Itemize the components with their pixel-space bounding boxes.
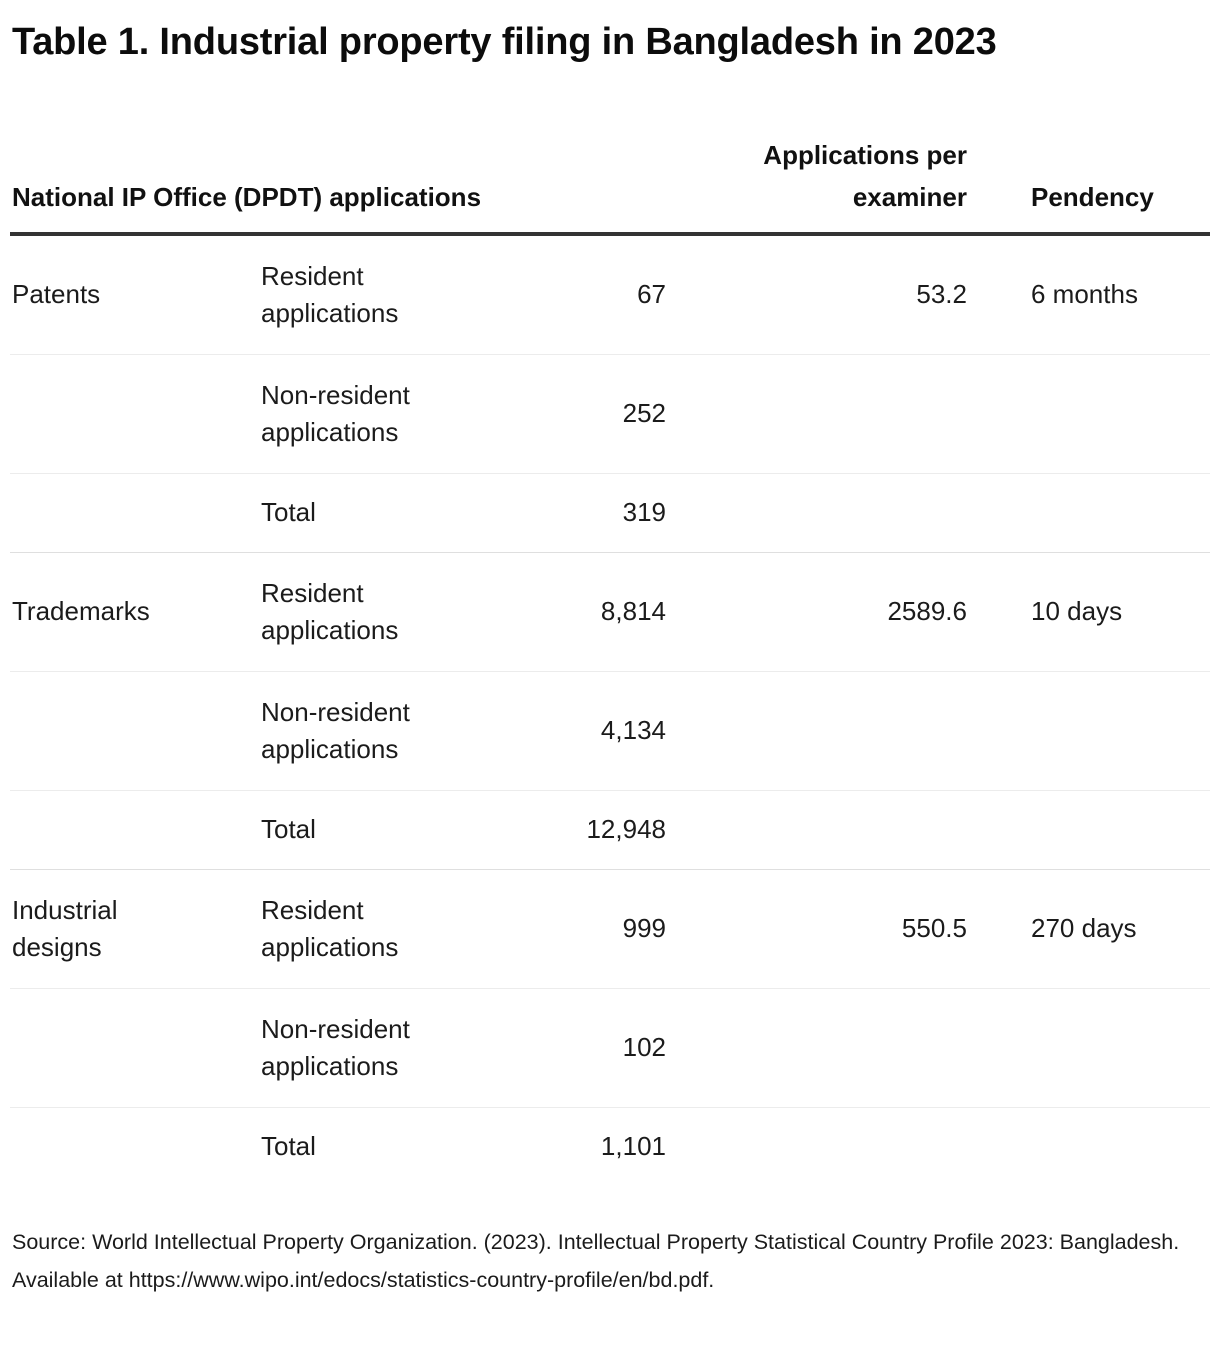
table-title: Table 1. Industrial property filing in Bangladesh in 2023 [12, 21, 997, 63]
table-row-designs-nonresident [10, 989, 1210, 1108]
per-examiner-cell: 550.5 [901, 913, 967, 944]
label-cell: Non-resident applications [261, 1013, 410, 1082]
table-row-designs-resident [10, 870, 1210, 989]
label-cell: Non-resident applications [261, 696, 410, 765]
value-cell: 67 [637, 279, 666, 310]
table-row-patents-total [10, 474, 1210, 553]
label-cell: Resident applications [261, 894, 399, 963]
source-citation: Source: World Intellectual Property Organization. (2023). Intellectual Property Statistical Country Profile 2023: Bangladesh. Available at https://www.wipo.int/edocs/statistics-country-profile/en/bd.pdf. [12, 1230, 1180, 1292]
header-pendency: Pendency [1031, 181, 1154, 212]
per-examiner-cell: 2589.6 [887, 596, 967, 627]
table-row-designs-total [10, 1108, 1210, 1186]
category-cell: Patents [12, 279, 101, 310]
table-row-trademarks-nonresident [10, 672, 1210, 791]
header-national-ip-office: National IP Office (DPDT) applications [12, 181, 482, 212]
label-cell: Resident applications [261, 577, 399, 646]
value-cell: 102 [622, 1032, 666, 1063]
category-cell: Industrial designs [12, 894, 118, 963]
per-examiner-cell: 53.2 [916, 279, 967, 310]
category-cell: Trademarks [12, 596, 150, 627]
table-row-patents-resident [10, 236, 1210, 355]
table-row-trademarks-total [10, 791, 1210, 870]
table-row-trademarks-resident [10, 553, 1210, 672]
table-body [10, 236, 1210, 1186]
label-cell: Total [261, 1131, 316, 1162]
label-cell: Resident applications [261, 260, 399, 329]
value-cell: 999 [622, 913, 666, 944]
value-cell: 1,101 [600, 1131, 666, 1162]
value-cell: 319 [622, 497, 666, 528]
value-cell: 12,948 [586, 814, 666, 845]
pendency-cell: 10 days [1031, 596, 1123, 627]
value-cell: 252 [622, 398, 666, 429]
table-header-row [10, 135, 1210, 218]
label-cell: Total [261, 814, 316, 845]
label-cell: Non-resident applications [261, 379, 410, 448]
value-cell: 4,134 [600, 715, 666, 746]
value-cell: 8,814 [600, 596, 666, 627]
pendency-cell: 270 days [1031, 913, 1137, 944]
header-applications-per-examiner: Applications per examiner [763, 140, 967, 212]
table-row-patents-nonresident [10, 355, 1210, 474]
label-cell: Total [261, 497, 316, 528]
pendency-cell: 6 months [1031, 279, 1138, 310]
